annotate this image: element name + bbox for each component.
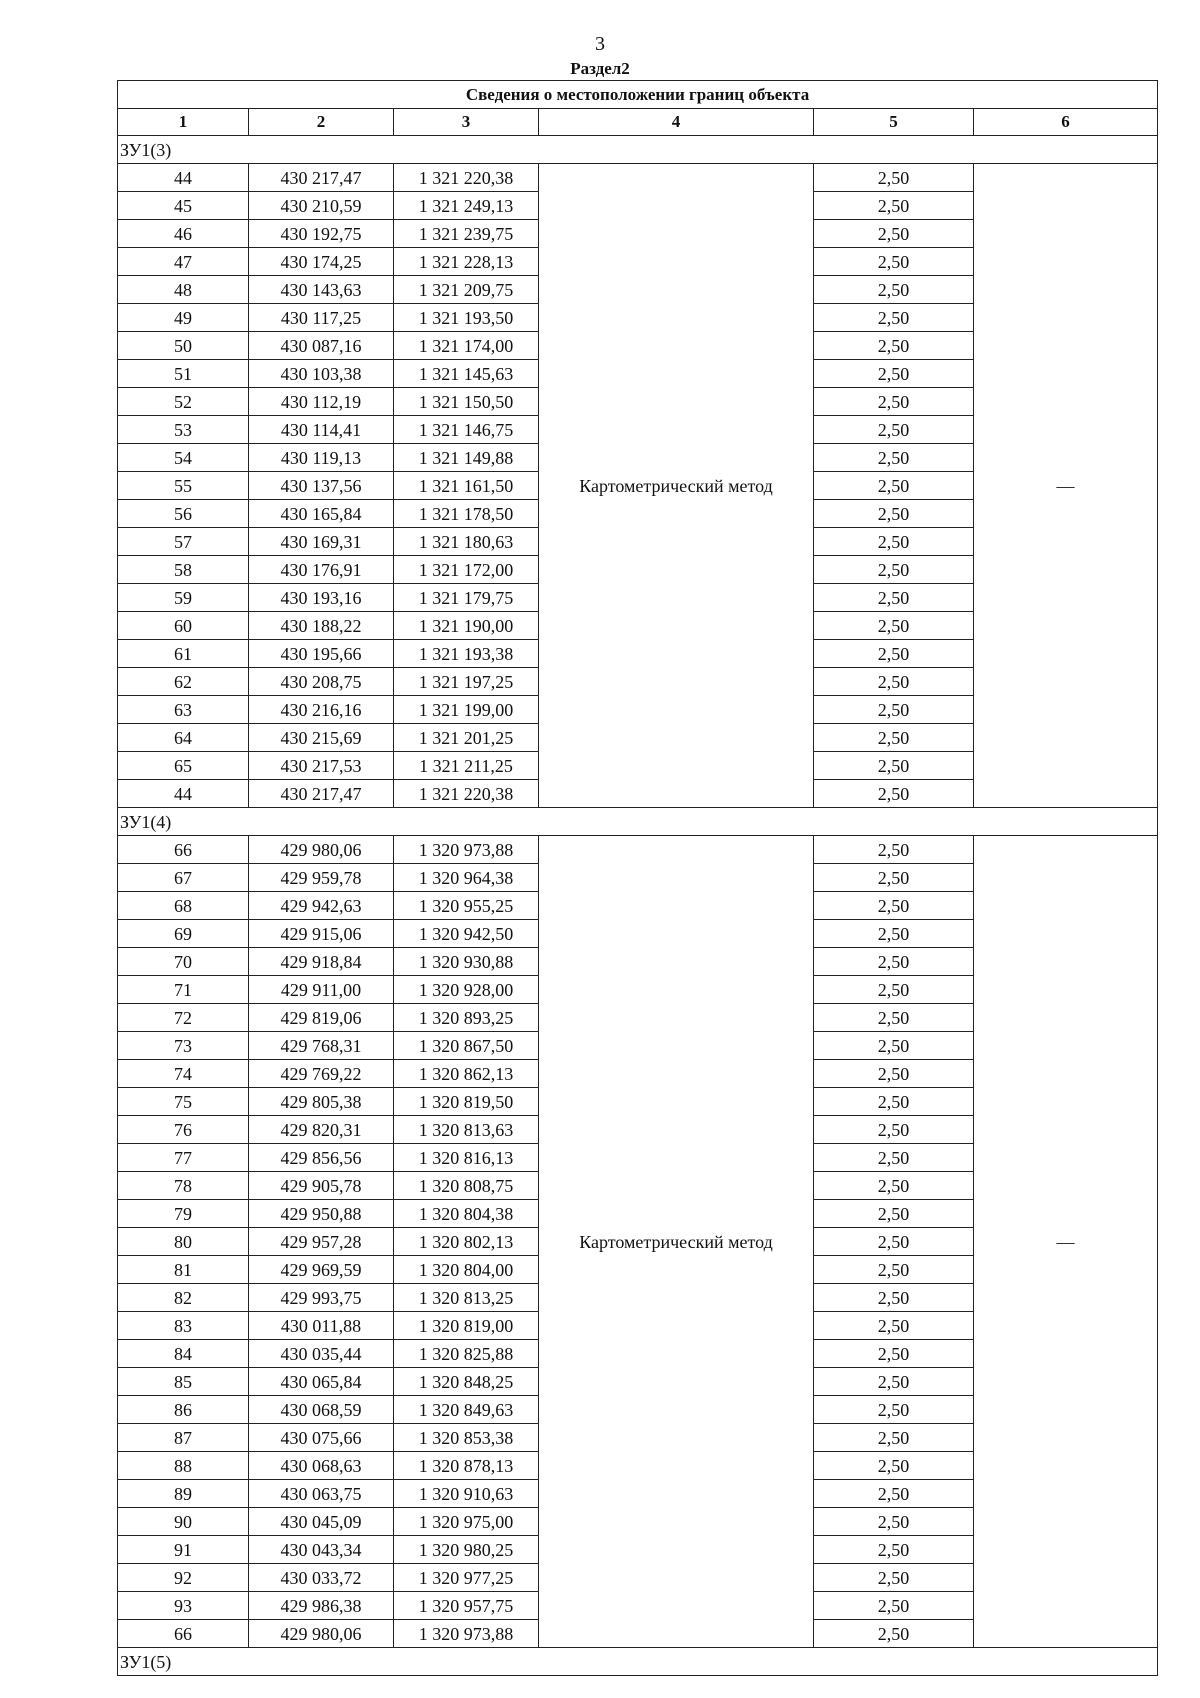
x-coordinate-cell: 430 114,41 [249, 416, 394, 444]
y-coordinate-cell: 1 321 149,88 [394, 444, 539, 472]
y-coordinate-cell: 1 320 964,38 [394, 864, 539, 892]
x-coordinate-cell: 430 117,25 [249, 304, 394, 332]
y-coordinate-cell: 1 321 197,25 [394, 668, 539, 696]
y-coordinate-cell: 1 321 199,00 [394, 696, 539, 724]
accuracy-cell: 2,50 [814, 892, 974, 920]
point-number-cell: 71 [118, 976, 249, 1004]
x-coordinate-cell: 429 950,88 [249, 1200, 394, 1228]
accuracy-cell: 2,50 [814, 1592, 974, 1620]
point-number-cell: 50 [118, 332, 249, 360]
point-number-cell: 74 [118, 1060, 249, 1088]
group-name: ЗУ1(3) [118, 136, 1158, 164]
accuracy-cell: 2,50 [814, 1144, 974, 1172]
accuracy-cell: 2,50 [814, 528, 974, 556]
point-number-cell: 80 [118, 1228, 249, 1256]
y-coordinate-cell: 1 320 848,25 [394, 1368, 539, 1396]
accuracy-cell: 2,50 [814, 780, 974, 808]
column-number-3: 3 [394, 109, 539, 136]
point-number-cell: 84 [118, 1340, 249, 1368]
x-coordinate-cell: 429 905,78 [249, 1172, 394, 1200]
group-name: ЗУ1(4) [118, 808, 1158, 836]
accuracy-cell: 2,50 [814, 1620, 974, 1648]
x-coordinate-cell: 429 820,31 [249, 1116, 394, 1144]
x-coordinate-cell: 430 217,47 [249, 164, 394, 192]
x-coordinate-cell: 430 143,63 [249, 276, 394, 304]
point-number-cell: 59 [118, 584, 249, 612]
y-coordinate-cell: 1 321 193,50 [394, 304, 539, 332]
x-coordinate-cell: 429 856,56 [249, 1144, 394, 1172]
point-number-cell: 92 [118, 1564, 249, 1592]
accuracy-cell: 2,50 [814, 192, 974, 220]
point-number-cell: 65 [118, 752, 249, 780]
point-number-cell: 79 [118, 1200, 249, 1228]
accuracy-cell: 2,50 [814, 1508, 974, 1536]
y-coordinate-cell: 1 320 862,13 [394, 1060, 539, 1088]
accuracy-cell: 2,50 [814, 1228, 974, 1256]
y-coordinate-cell: 1 320 957,75 [394, 1592, 539, 1620]
accuracy-cell: 2,50 [814, 1340, 974, 1368]
point-number-cell: 72 [118, 1004, 249, 1032]
accuracy-cell: 2,50 [814, 1564, 974, 1592]
x-coordinate-cell: 429 942,63 [249, 892, 394, 920]
x-coordinate-cell: 430 195,66 [249, 640, 394, 668]
point-number-cell: 78 [118, 1172, 249, 1200]
group-name: ЗУ1(5) [118, 1648, 1158, 1676]
accuracy-cell: 2,50 [814, 920, 974, 948]
x-coordinate-cell: 430 216,16 [249, 696, 394, 724]
x-coordinate-cell: 429 915,06 [249, 920, 394, 948]
point-number-cell: 68 [118, 892, 249, 920]
x-coordinate-cell: 430 075,66 [249, 1424, 394, 1452]
y-coordinate-cell: 1 320 853,38 [394, 1424, 539, 1452]
accuracy-cell: 2,50 [814, 1060, 974, 1088]
x-coordinate-cell: 430 176,91 [249, 556, 394, 584]
y-coordinate-cell: 1 320 930,88 [394, 948, 539, 976]
y-coordinate-cell: 1 321 209,75 [394, 276, 539, 304]
point-number-cell: 62 [118, 668, 249, 696]
accuracy-cell: 2,50 [814, 1396, 974, 1424]
column-number-4: 4 [539, 109, 814, 136]
x-coordinate-cell: 429 769,22 [249, 1060, 394, 1088]
point-number-cell: 66 [118, 1620, 249, 1648]
page-number: 3 [595, 33, 605, 55]
y-coordinate-cell: 1 320 867,50 [394, 1032, 539, 1060]
accuracy-cell: 2,50 [814, 1536, 974, 1564]
accuracy-cell: 2,50 [814, 164, 974, 192]
y-coordinate-cell: 1 321 220,38 [394, 780, 539, 808]
table-caption-row [118, 81, 1158, 109]
accuracy-cell: 2,50 [814, 864, 974, 892]
point-number-cell: 44 [118, 164, 249, 192]
x-coordinate-cell: 429 768,31 [249, 1032, 394, 1060]
y-coordinate-cell: 1 321 146,75 [394, 416, 539, 444]
point-number-cell: 91 [118, 1536, 249, 1564]
y-coordinate-cell: 1 321 150,50 [394, 388, 539, 416]
point-number-cell: 48 [118, 276, 249, 304]
y-coordinate-cell: 1 321 190,00 [394, 612, 539, 640]
x-coordinate-cell: 429 993,75 [249, 1284, 394, 1312]
y-coordinate-cell: 1 320 819,00 [394, 1312, 539, 1340]
accuracy-cell: 2,50 [814, 220, 974, 248]
x-coordinate-cell: 430 045,09 [249, 1508, 394, 1536]
x-coordinate-cell: 430 068,59 [249, 1396, 394, 1424]
x-coordinate-cell: 430 208,75 [249, 668, 394, 696]
accuracy-cell: 2,50 [814, 696, 974, 724]
accuracy-cell: 2,50 [814, 948, 974, 976]
accuracy-cell: 2,50 [814, 500, 974, 528]
x-coordinate-cell: 430 174,25 [249, 248, 394, 276]
y-coordinate-cell: 1 321 228,13 [394, 248, 539, 276]
y-coordinate-cell: 1 320 928,00 [394, 976, 539, 1004]
accuracy-cell: 2,50 [814, 752, 974, 780]
y-coordinate-cell: 1 320 910,63 [394, 1480, 539, 1508]
accuracy-cell: 2,50 [814, 1004, 974, 1032]
accuracy-cell: 2,50 [814, 1116, 974, 1144]
accuracy-cell: 2,50 [814, 1284, 974, 1312]
y-coordinate-cell: 1 321 220,38 [394, 164, 539, 192]
accuracy-cell: 2,50 [814, 1088, 974, 1116]
table-row [118, 164, 1158, 192]
accuracy-cell: 2,50 [814, 836, 974, 864]
y-coordinate-cell: 1 321 211,25 [394, 752, 539, 780]
x-coordinate-cell: 430 217,47 [249, 780, 394, 808]
point-number-cell: 52 [118, 388, 249, 416]
accuracy-cell: 2,50 [814, 1200, 974, 1228]
x-coordinate-cell: 429 969,59 [249, 1256, 394, 1284]
y-coordinate-cell: 1 321 239,75 [394, 220, 539, 248]
x-coordinate-cell: 430 043,34 [249, 1536, 394, 1564]
point-number-cell: 49 [118, 304, 249, 332]
y-coordinate-cell: 1 320 942,50 [394, 920, 539, 948]
x-coordinate-cell: 430 193,16 [249, 584, 394, 612]
point-number-cell: 90 [118, 1508, 249, 1536]
point-number-cell: 45 [118, 192, 249, 220]
x-coordinate-cell: 430 035,44 [249, 1340, 394, 1368]
x-coordinate-cell: 430 033,72 [249, 1564, 394, 1592]
accuracy-cell: 2,50 [814, 248, 974, 276]
y-coordinate-cell: 1 320 804,38 [394, 1200, 539, 1228]
y-coordinate-cell: 1 320 819,50 [394, 1088, 539, 1116]
accuracy-cell: 2,50 [814, 556, 974, 584]
x-coordinate-cell: 429 980,06 [249, 836, 394, 864]
accuracy-cell: 2,50 [814, 1312, 974, 1340]
x-coordinate-cell: 430 210,59 [249, 192, 394, 220]
point-number-cell: 77 [118, 1144, 249, 1172]
point-number-cell: 93 [118, 1592, 249, 1620]
y-coordinate-cell: 1 321 178,50 [394, 500, 539, 528]
point-number-cell: 70 [118, 948, 249, 976]
accuracy-cell: 2,50 [814, 976, 974, 1004]
accuracy-cell: 2,50 [814, 640, 974, 668]
point-number-cell: 67 [118, 864, 249, 892]
boundary-coordinates-table [117, 80, 1158, 1676]
point-number-cell: 63 [118, 696, 249, 724]
point-number-cell: 53 [118, 416, 249, 444]
y-coordinate-cell: 1 321 174,00 [394, 332, 539, 360]
x-coordinate-cell: 430 169,31 [249, 528, 394, 556]
group-header-row [118, 136, 1158, 164]
group-header-row [118, 1648, 1158, 1676]
x-coordinate-cell: 430 192,75 [249, 220, 394, 248]
y-coordinate-cell: 1 320 808,75 [394, 1172, 539, 1200]
column-number-5: 5 [814, 109, 974, 136]
accuracy-cell: 2,50 [814, 1172, 974, 1200]
point-number-cell: 47 [118, 248, 249, 276]
point-number-cell: 76 [118, 1116, 249, 1144]
point-number-cell: 66 [118, 836, 249, 864]
point-number-cell: 69 [118, 920, 249, 948]
x-coordinate-cell: 429 819,06 [249, 1004, 394, 1032]
point-number-cell: 89 [118, 1480, 249, 1508]
section-title: Раздел2 [570, 59, 630, 78]
accuracy-cell: 2,50 [814, 276, 974, 304]
point-number-cell: 82 [118, 1284, 249, 1312]
y-coordinate-cell: 1 320 893,25 [394, 1004, 539, 1032]
accuracy-cell: 2,50 [814, 1032, 974, 1060]
point-number-cell: 51 [118, 360, 249, 388]
accuracy-cell: 2,50 [814, 584, 974, 612]
point-number-cell: 55 [118, 472, 249, 500]
x-coordinate-cell: 430 068,63 [249, 1452, 394, 1480]
y-coordinate-cell: 1 320 975,00 [394, 1508, 539, 1536]
table-row [118, 836, 1158, 864]
point-number-cell: 46 [118, 220, 249, 248]
point-number-cell: 58 [118, 556, 249, 584]
note-cell: — [974, 164, 1158, 808]
y-coordinate-cell: 1 320 977,25 [394, 1564, 539, 1592]
point-number-cell: 56 [118, 500, 249, 528]
y-coordinate-cell: 1 320 802,13 [394, 1228, 539, 1256]
accuracy-cell: 2,50 [814, 472, 974, 500]
x-coordinate-cell: 430 165,84 [249, 500, 394, 528]
x-coordinate-cell: 430 137,56 [249, 472, 394, 500]
y-coordinate-cell: 1 320 849,63 [394, 1396, 539, 1424]
x-coordinate-cell: 429 957,28 [249, 1228, 394, 1256]
table-caption: Сведения о местоположении границ объекта [118, 81, 1158, 109]
y-coordinate-cell: 1 320 804,00 [394, 1256, 539, 1284]
point-number-cell: 44 [118, 780, 249, 808]
accuracy-cell: 2,50 [814, 1452, 974, 1480]
column-number-1: 1 [118, 109, 249, 136]
accuracy-cell: 2,50 [814, 724, 974, 752]
y-coordinate-cell: 1 321 161,50 [394, 472, 539, 500]
x-coordinate-cell: 429 980,06 [249, 1620, 394, 1648]
point-number-cell: 57 [118, 528, 249, 556]
method-cell: Картометрический метод [539, 164, 814, 808]
x-coordinate-cell: 430 188,22 [249, 612, 394, 640]
point-number-cell: 75 [118, 1088, 249, 1116]
accuracy-cell: 2,50 [814, 668, 974, 696]
y-coordinate-cell: 1 320 980,25 [394, 1536, 539, 1564]
accuracy-cell: 2,50 [814, 1368, 974, 1396]
y-coordinate-cell: 1 321 180,63 [394, 528, 539, 556]
note-cell: — [974, 836, 1158, 1648]
accuracy-cell: 2,50 [814, 332, 974, 360]
accuracy-cell: 2,50 [814, 612, 974, 640]
y-coordinate-cell: 1 320 816,13 [394, 1144, 539, 1172]
x-coordinate-cell: 429 959,78 [249, 864, 394, 892]
y-coordinate-cell: 1 320 813,63 [394, 1116, 539, 1144]
point-number-cell: 81 [118, 1256, 249, 1284]
accuracy-cell: 2,50 [814, 304, 974, 332]
accuracy-cell: 2,50 [814, 1256, 974, 1284]
table-body [118, 81, 1158, 1676]
y-coordinate-cell: 1 320 825,88 [394, 1340, 539, 1368]
column-number-6: 6 [974, 109, 1158, 136]
y-coordinate-cell: 1 321 172,00 [394, 556, 539, 584]
point-number-cell: 64 [118, 724, 249, 752]
point-number-cell: 54 [118, 444, 249, 472]
point-number-cell: 86 [118, 1396, 249, 1424]
x-coordinate-cell: 429 918,84 [249, 948, 394, 976]
x-coordinate-cell: 430 063,75 [249, 1480, 394, 1508]
column-numbers-row [118, 109, 1158, 136]
x-coordinate-cell: 430 217,53 [249, 752, 394, 780]
point-number-cell: 73 [118, 1032, 249, 1060]
x-coordinate-cell: 430 065,84 [249, 1368, 394, 1396]
method-cell: Картометрический метод [539, 836, 814, 1648]
y-coordinate-cell: 1 321 145,63 [394, 360, 539, 388]
y-coordinate-cell: 1 320 813,25 [394, 1284, 539, 1312]
x-coordinate-cell: 429 986,38 [249, 1592, 394, 1620]
group-header-row [118, 808, 1158, 836]
accuracy-cell: 2,50 [814, 444, 974, 472]
point-number-cell: 85 [118, 1368, 249, 1396]
accuracy-cell: 2,50 [814, 416, 974, 444]
x-coordinate-cell: 430 112,19 [249, 388, 394, 416]
y-coordinate-cell: 1 321 179,75 [394, 584, 539, 612]
point-number-cell: 88 [118, 1452, 249, 1480]
x-coordinate-cell: 430 087,16 [249, 332, 394, 360]
y-coordinate-cell: 1 320 955,25 [394, 892, 539, 920]
y-coordinate-cell: 1 320 878,13 [394, 1452, 539, 1480]
y-coordinate-cell: 1 320 973,88 [394, 836, 539, 864]
y-coordinate-cell: 1 321 249,13 [394, 192, 539, 220]
point-number-cell: 60 [118, 612, 249, 640]
point-number-cell: 61 [118, 640, 249, 668]
accuracy-cell: 2,50 [814, 1480, 974, 1508]
x-coordinate-cell: 430 119,13 [249, 444, 394, 472]
y-coordinate-cell: 1 320 973,88 [394, 1620, 539, 1648]
x-coordinate-cell: 430 011,88 [249, 1312, 394, 1340]
column-number-2: 2 [249, 109, 394, 136]
x-coordinate-cell: 430 215,69 [249, 724, 394, 752]
x-coordinate-cell: 429 805,38 [249, 1088, 394, 1116]
point-number-cell: 87 [118, 1424, 249, 1452]
accuracy-cell: 2,50 [814, 1424, 974, 1452]
y-coordinate-cell: 1 321 201,25 [394, 724, 539, 752]
point-number-cell: 83 [118, 1312, 249, 1340]
accuracy-cell: 2,50 [814, 388, 974, 416]
accuracy-cell: 2,50 [814, 360, 974, 388]
x-coordinate-cell: 429 911,00 [249, 976, 394, 1004]
y-coordinate-cell: 1 321 193,38 [394, 640, 539, 668]
x-coordinate-cell: 430 103,38 [249, 360, 394, 388]
